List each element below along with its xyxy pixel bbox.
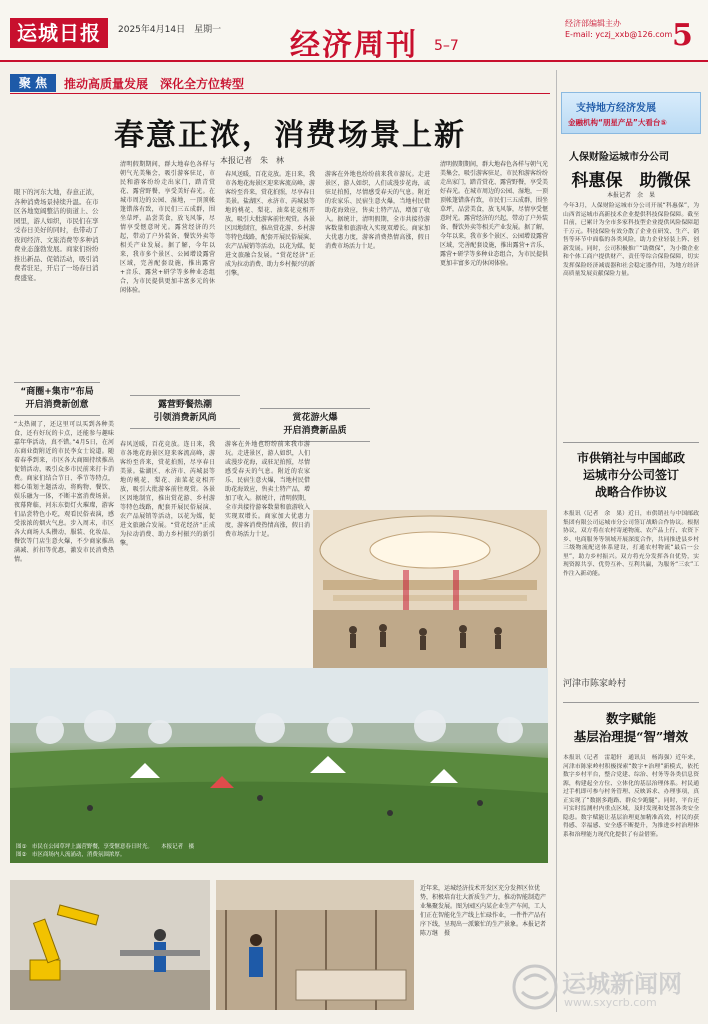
subhead-business-district-text: “商圈+集市”布局 开启消费新创意	[20, 387, 94, 410]
section-pages: 5–7	[434, 38, 459, 54]
article-column-5: 清明假期期间，群大地春色各样与朝气光美集会，吸引游客驻足，市民和游客纷纷走出家门，踏青赏花、露营野餐，享受美好春光。在城市周边的公园、湿地，一顶顶帐篷错落有致，市民们三五成群，围坐草坪，品尝美食，放飞风筝，尽情享受惬意时光。露营经济的兴起，带动了户外装备、餐饮外卖等相关产业发展。据了解，今年以来，我市多个景区、公园增设露营区域，完善配套设施，推出露营+音乐、露营+研学等多种业态组合，为市民提供更加丰富多元的休闲体验。	[440, 161, 549, 267]
sidebar-banner-title: 支持地方经济发展	[576, 103, 656, 114]
factory-robot-illustration	[10, 880, 210, 1010]
section-title: 经济周刊	[290, 28, 418, 63]
park-photo-caption: 图① 市民在公园草坪上露营野餐，享受惬意春日时光。 本报记者 摄 图② 市区商场内人流涌动，消费氛围浓厚。	[16, 844, 195, 858]
mall-photo[interactable]	[313, 510, 547, 675]
editor-email[interactable]: E-mail: yczj_xxb@126.com	[565, 30, 673, 39]
story1-byline: 本报记者 余 果	[607, 192, 656, 199]
article-column-4: 游客在外地也纷纷前来我市游玩。走进景区，游人如织，人们或漫步花海，或驻足拍照，尽情感受春天的气息。附近的农家乐、民宿生意火爆，当地村民借助花海效应，售卖土特产品，增加了收入。据统计，清明假期，全市共接待游客数量和旅游收入实现双增长。商家加大优惠力度，游客消费热情高涨，假日消费市场活力十足。	[325, 171, 430, 250]
subhead-camping-text: 露营野餐热潮 引领消费新风尚	[153, 400, 217, 423]
article-column-6: 春风送暖，百花竞放。连日来，我市各地花海景区迎来客流高峰，游客纷至沓来，赏花拍照，尽享春日美景。盐湖区、永济市、芮城县等地的桃花、梨花、油菜花竞相开放，吸引大批游客前往观赏。各景区因地制宜，推出赏花游、乡村游等特色线路，配套开展民俗展演、农产品展销等活动，以花为媒，促进文旅融合发展。“赏花经济”正成为拉动消费、助力乡村振兴的新引擎。	[120, 441, 215, 547]
article-lead: 眼下的河东大地，春意正浓，各种消费场景持续升温。在市区各地宽阔整洁的街道上、公园里，游人如织，市民们在享受春日美好的同时，也带动了夜间经济、文旅消费等多种消费业态蓬勃发展。商家们纷纷推出新品、促销活动，吸引消费者驻足，开启了一场春日消费盛宴。	[14, 188, 99, 282]
article-column-7: 游客在外地也纷纷前来我市游玩。走进景区，游人如织，人们或漫步花海，或驻足拍照，尽情感受春天的气息。附近的农家乐、民宿生意火爆，当地村民借助花海效应，售卖土特产品，增加了收入。据统计，清明假期，全市共接待游客数量和旅游收入实现双增长。商家加大优惠力度，游客消费热情高涨，假日消费市场活力十足。	[225, 441, 310, 538]
masthead	[0, 0, 708, 62]
story2-body: 本报讯（记者 余 果）近日，市供销社与中国邮政集团有限公司运城市分公司签订战略合作协议。根据协议，双方将在农村寄递物流、农产品上行、农资下乡、电商服务等领域开展深度合作，共同推进县乡村三级物流配送体系建设，打通农村物流“最后一公里”，助力乡村振兴。双方将充分发挥各自优势，实现资源共享、优势互补、互利共赢，为服务“三农”工作注入新动能。	[563, 511, 699, 577]
sidebar-divider-2	[563, 702, 699, 703]
story1-headline[interactable]: 科惠保 助微保	[571, 171, 691, 191]
factory-worker-photo[interactable]	[216, 880, 414, 1010]
watermark-logo-icon	[510, 962, 560, 1012]
sidebar-banner[interactable]	[561, 92, 701, 134]
article-column-3: 春风送暖，百花竞放。连日来，我市各地花海景区迎来客流高峰，游客纷至沓来，赏花拍照，尽享春日美景。盐湖区、永济市、芮城县等地的桃花、梨花、油菜花竞相开放，吸引大批游客前往观赏。各景区因地制宜，推出赏花游、乡村游等特色线路，配套开展民俗展演、农产品展销等活动，以花为媒，促进文旅融合发展。“赏花经济”正成为拉动消费、助力乡村振兴的新引擎。	[225, 171, 316, 277]
story3-headline[interactable]: 数字赋能 基层治理提“智”增效	[573, 711, 689, 744]
park-illustration	[10, 668, 548, 863]
sidebar	[556, 70, 702, 1012]
page-number: 5	[672, 18, 693, 53]
story3-body: 本报讯（记者 雷超轩 通讯员 杨海强）近年来，河津市陈家岭村积极探索“数字+治理”新模式，依托数字乡村平台，整合党建、综治、村务等各类信息资源，构建起全方位、立体化的基层治理体系。村民通过手机即可参与村务管理、反映诉求、办理事项，真正实现了“数据多跑路、群众少跑腿”。同时，平台还可实时监测村内重点区域，及时发现和处置各类安全隐患。数字赋能让基层治理更加精准高效，村民的获得感、幸福感、安全感不断提升，为推进乡村治理体系和治理能力现代化提供了有益借鉴。	[563, 755, 699, 838]
subhead-business-district	[14, 382, 100, 416]
editor-info	[565, 18, 672, 40]
park-camping-photo[interactable]	[10, 668, 548, 863]
focus-bar	[10, 72, 550, 94]
article-column-1: “太热闹了，还这里可以买到各种美食，还有好玩的卡点，还能参与趣味嘉年华活动，真不错。”4月5日，在河东商业街附近的市民李女士说道。随着春季到来，市区各大商圈持续推出促销活动，吸引众多市民前来打卡消费。商家们结合节日、季节等特点，精心策划主题活动，将购物、餐饮、娱乐融为一体，不断丰富消费场景。夜幕降临，河东东街灯火璀璨，游客们品尝特色小吃，观看民俗表演，感受浓浓的烟火气息。步入周末，市区各大商场人头攒动，服装、化妆品、餐饮等门店生意火爆，不少商家推出满减、折扣等优惠，激发市民消费热情。	[14, 421, 114, 563]
editor-line-1: 经济部编辑主办	[565, 19, 621, 28]
subhead-camping	[130, 395, 240, 429]
mall-illustration	[313, 510, 547, 675]
sidebar-divider-1	[563, 442, 699, 443]
watermark-text: 运城新闻网	[562, 969, 682, 998]
factory-robot-photo[interactable]	[10, 880, 210, 1010]
story2-headline[interactable]: 市供销社与中国邮政 运城市分公司签订 战略合作协议	[576, 451, 685, 499]
article-headline[interactable]: 春意正浓，消费场景上新	[114, 118, 466, 153]
story1-kicker: 人保财险运城市分公司	[569, 152, 669, 163]
site-watermark	[510, 962, 706, 1014]
factory-caption: 近年来，运城经济技术开发区充分发挥区位优势，积极培育壮大新质生产力，推动智能制造产业集聚发展。图为园区内某企业生产车间，工人们正在智能化生产线上忙碌作业，一件件产品有序下线，呈现出一派繁忙的生产景象。本报记者 陈万继 摄	[420, 885, 553, 937]
subhead-flower-viewing-text: 赏花游火爆 开启消费新品质	[283, 413, 347, 436]
factory-worker-illustration	[216, 880, 414, 1010]
sidebar-banner-subtitle: 金融机构“朋星产品”大看台⑤	[568, 118, 667, 127]
article-byline: 本报记者 朱 林	[220, 156, 284, 165]
story1-body: 今年3月，人保财险运城市分公司开展“科惠保”，为山西省运城市高新技术企业提供科技保险保障。截至目前，已累计为全市多家科技型企业提供风险保障超千万元。科技保险有效分散了企业在研发、生产、销售等环节中面临的各类风险，助力企业轻装上阵、创新发展。同时，公司积极推广“助微保”，为小微企业和个体工商户提供财产、责任等综合保险保障，切实发挥保险经济减震器和社会稳定器作用，为地方经济高质量发展贡献保险力量。	[563, 203, 699, 277]
article-column-2: 清明假期期间，群大地春色各样与朝气光美集会，吸引游客驻足，市民和游客纷纷走出家门，踏青赏花、露营野餐，享受美好春光。在城市周边的公园、湿地，一顶顶帐篷错落有致，市民们三五成群，围坐草坪，品尝美食，放飞风筝，尽情享受惬意时光。露营经济的兴起，带动了户外装备、餐饮外卖等相关产业发展。据了解，今年以来，我市多个景区、公园增设露营区域，完善配套设施，推出露营+音乐、露营+研学等多种业态组合，为市民提供更加丰富多元的休闲体验。	[120, 161, 215, 294]
issue-date: 2025年4月14日 星期一	[118, 25, 222, 35]
story3-kicker: 河津市陈家岭村	[563, 679, 627, 689]
focus-text: 推动高质量发展 深化全方位转型	[64, 77, 245, 91]
focus-tag: 聚 焦	[10, 74, 56, 92]
watermark-url: www.sxycrb.com	[564, 996, 657, 1009]
newspaper-logo[interactable]: 运城日报	[10, 18, 108, 48]
